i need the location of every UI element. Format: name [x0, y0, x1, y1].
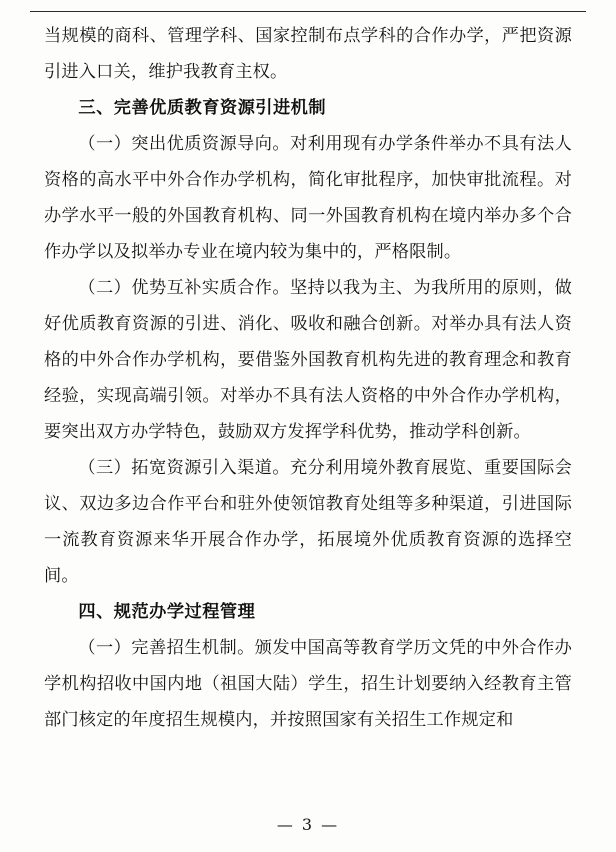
paragraph-3-2: （二）优势互补实质合作。坚持以我为主、为我所用的原则，做好优质教育资源的引进、消化、吸收和融合创新。对举办具有法人资格的中外合作办学机构，要借鉴外国教育机构先进的教育理念和教育经验，实现高端引领。对举办不具有法人资格的中外合作办学机构，要突出双方办学特色，鼓励双方发挥学科优势，推动学科创新。	[44, 278, 572, 442]
paragraph-3-1: （一）突出优质资源导向。对利用现有办学条件举办不具有法人资格的高水平中外合作办学机构，简化审批程序，加快审批流程。对办学水平一般的外国教育机构、同一外国教育机构在境内举办多个合作办学以及拟举办专业在境内较为集中的，严格限制。	[44, 134, 572, 262]
paragraph-3-3: （三）拓宽资源引入渠道。充分利用境外教育展览、重要国际会议、双边多边合作平台和驻外使领馆教育处组等多种渠道，引进国际一流教育资源来华开展合作办学，拓展境外优质教育资源的选择空间。	[44, 458, 572, 586]
page-number: — 3 —	[276, 815, 340, 834]
section-heading-four: 四、规范办学过程管理	[78, 602, 256, 622]
paragraph-4-1: （一）完善招生机制。颁发中国高等教育学历文凭的中外合作办学机构招收中国内地（祖国大陆）学生，招生计划要纳入经教育主管部门核定的年度招生规模内，并按照国家有关招生工作规定和	[44, 638, 572, 730]
page-top-rule	[30, 11, 586, 12]
section-heading-three: 三、完善优质教育资源引进机制	[78, 98, 327, 118]
document-body	[44, 18, 572, 738]
paragraph-continued: 当规模的商科、管理学科、国家控制布点学科的合作办学，严把资源引进入口关，维护我教育主权。	[44, 26, 572, 82]
